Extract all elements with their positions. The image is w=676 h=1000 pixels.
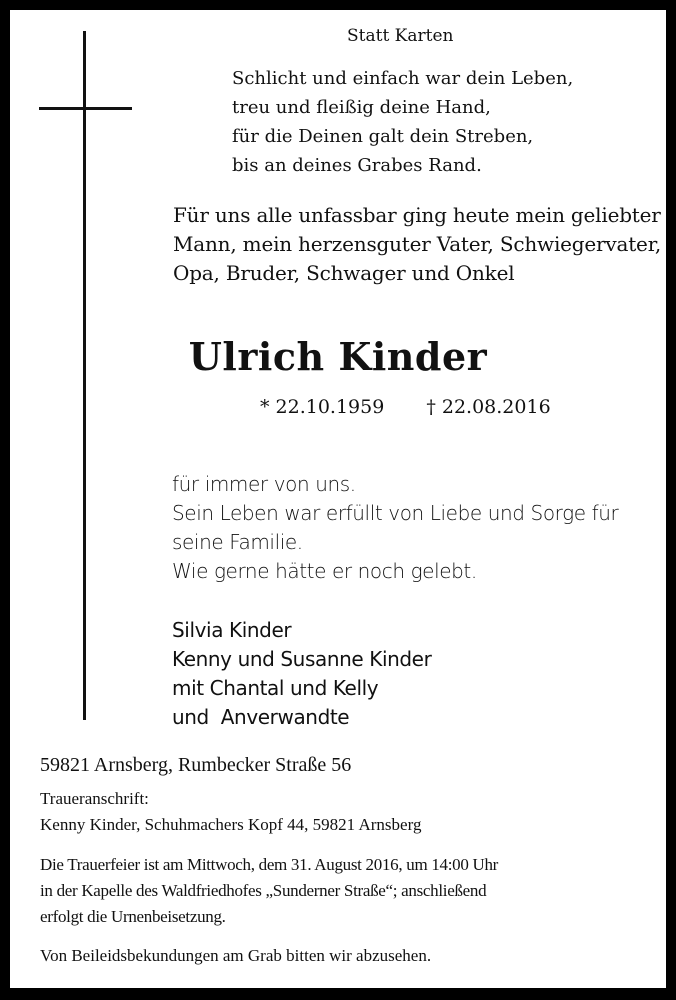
message-line: Sein Leben war erfüllt von Liebe und Sorge für [172, 501, 619, 525]
intro-text [173, 201, 661, 288]
intro-line: Opa, Bruder, Schwager und Onkel [173, 261, 515, 285]
mourning-address-label: Traueranschrift: [40, 789, 149, 808]
mourning-address-value: Kenny Kinder, Schuhmachers Kopf 44, 59821 Arnsberg [40, 815, 422, 834]
birth-date: * 22.10.1959 [260, 396, 385, 418]
family-address: 59821 Arnsberg, Rumbecker Straße 56 [40, 754, 352, 776]
obituary-notice [10, 10, 666, 988]
mourners-list [172, 616, 431, 732]
poem-line: für die Deinen galt dein Streben, [232, 126, 534, 147]
service-line: Die Trauerfeier ist am Mittwoch, dem 31. August 2016, um 14:00 Uhr [40, 855, 499, 874]
service-line: erfolgt die Urnenbeisetzung. [40, 907, 226, 926]
notice-header: Statt Karten [347, 26, 454, 46]
intro-line: Für uns alle unfassbar ging heute mein geliebter [173, 203, 661, 227]
deceased-name: Ulrich Kinder [188, 334, 488, 379]
service-line: in der Kapelle des Waldfriedhofes „Sunderner Straße“; anschließend [40, 881, 487, 900]
closing-note: Von Beileidsbekundungen am Grab bitten wir abzusehen. [40, 946, 432, 965]
life-dates [260, 396, 551, 418]
death-date: † 22.08.2016 [426, 396, 551, 418]
poem [232, 64, 573, 180]
poem-line: Schlicht und einfach war dein Leben, [232, 68, 574, 89]
intro-line: Mann, mein herzensguter Vater, Schwiegervater, [173, 232, 662, 256]
mourner: und Anverwandte [172, 705, 350, 729]
message-line: Wie gerne hätte er noch gelebt. [172, 559, 477, 583]
poem-line: treu und fleißig deine Hand, [232, 97, 491, 118]
mourning-address [40, 786, 421, 838]
message-line: für immer von uns. [172, 472, 356, 496]
poem-line: bis an deines Grabes Rand. [232, 155, 482, 176]
cross-icon-horizontal [39, 107, 132, 110]
service-info [40, 852, 498, 930]
message-line: seine Familie. [172, 530, 303, 554]
mourner: Silvia Kinder [172, 618, 292, 642]
mourner: Kenny und Susanne Kinder [172, 647, 432, 671]
message-text [172, 470, 618, 586]
mourner: mit Chantal und Kelly [172, 676, 379, 700]
